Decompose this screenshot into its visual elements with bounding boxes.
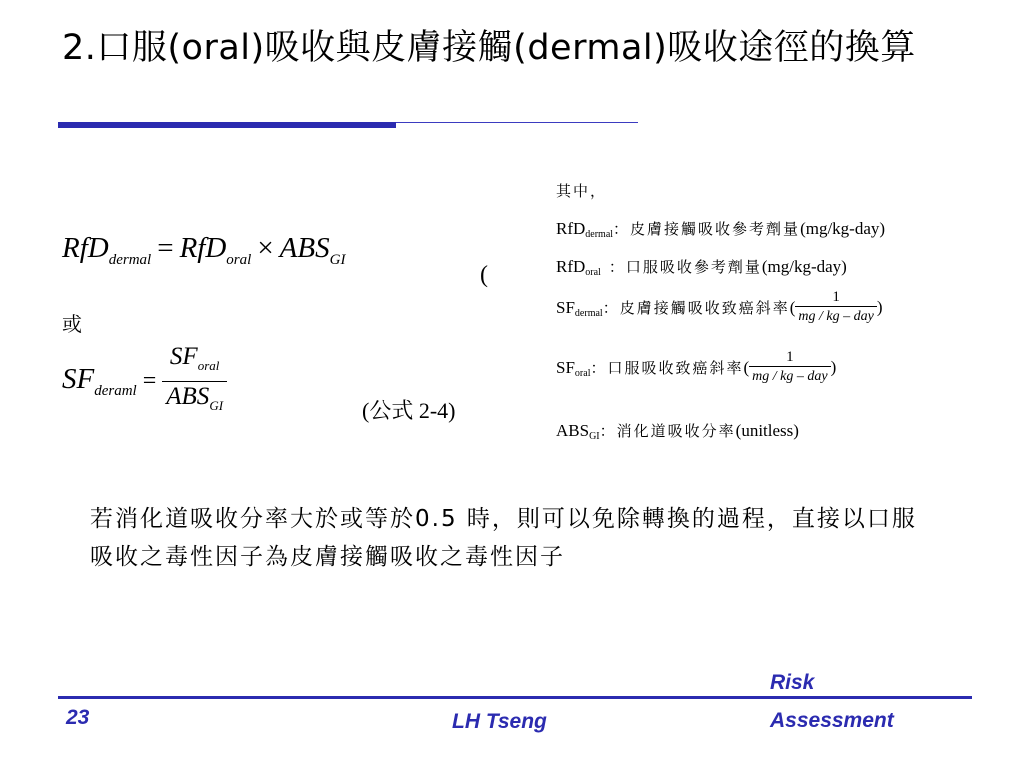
definition-unit: (mg/kg-day) <box>761 257 847 276</box>
definition-row-rfd-dermal <box>556 218 885 240</box>
definition-symbol: ABS <box>556 421 590 440</box>
formula1-trailing-paren: ( <box>480 262 488 288</box>
definition-symbol: RfD <box>556 257 586 276</box>
footer-course-line2: Assessment <box>770 709 894 732</box>
formula-sf-dermal <box>62 342 227 421</box>
definition-unit: (mg/kg-day) <box>800 219 886 238</box>
unit-denominator: mg / kg – day <box>798 309 874 324</box>
definition-row-rfd-oral <box>556 256 847 278</box>
definition-sub: GI <box>589 431 600 442</box>
definition-unit-paren-close: ) <box>830 357 837 377</box>
definition-unit-paren-open: ( <box>789 297 796 317</box>
formula2-lhs-sub: deraml <box>94 383 137 400</box>
definition-symbol: SF <box>556 357 575 377</box>
definition-unit-paren-close: ) <box>876 297 883 317</box>
definition-symbol: SF <box>556 297 575 317</box>
formula1-rhs2-sub: GI <box>329 252 346 268</box>
formula1-rhs2: ABS <box>279 232 330 264</box>
page-number: 23 <box>66 706 90 729</box>
formula2-fraction <box>162 342 227 421</box>
unit-numerator: 1 <box>749 348 830 367</box>
equation-number: (公式 2-4) <box>362 398 456 423</box>
unit-numerator: 1 <box>795 288 876 307</box>
definition-desc: ：口服吸收參考劑量 <box>608 258 762 276</box>
formula2-equals: = <box>142 368 157 395</box>
slide-title: 2.口服(oral)吸收與皮膚接觸(dermal)吸收途徑的換算 <box>62 28 916 68</box>
body-paragraph: 若消化道吸收分率大於或等於0.5 時，則可以免除轉換的過程，直接以口服吸收之毒性因子為皮膚接觸吸收之毒性因子 <box>90 506 917 570</box>
definition-sub: oral <box>585 267 601 278</box>
formula2-den: ABS <box>166 383 210 410</box>
definitions-heading: 其中， <box>556 182 608 200</box>
definition-unit: (unitless) <box>735 421 799 440</box>
formula1-rhs1: RfD <box>179 232 227 264</box>
formula1-lhs: RfD <box>62 232 109 264</box>
footer-author: LH Tseng <box>452 710 547 733</box>
formula2-num-sub: oral <box>197 358 220 373</box>
formula2-den-sub: GI <box>209 398 224 413</box>
definition-unit-paren-open: ( <box>743 357 750 377</box>
formula2-num: SF <box>169 343 198 370</box>
formula1-times: × <box>257 232 274 264</box>
definition-row-sf-dermal <box>556 288 882 327</box>
unit-denominator: mg / kg – day <box>752 369 828 384</box>
definition-sub: dermal <box>585 229 614 240</box>
formula1-rhs1-sub: oral <box>226 252 252 268</box>
definition-desc: ：皮膚接觸吸收參考劑量 <box>613 220 801 238</box>
title-underline-thick <box>58 122 396 128</box>
definition-sub: oral <box>574 367 591 379</box>
definition-desc: ：口服吸收致癌斜率 <box>590 358 744 377</box>
definition-row-abs-gi <box>556 420 799 442</box>
definition-desc: ：皮膚接觸吸收致癌斜率 <box>602 298 790 317</box>
title-underline-thin <box>396 122 638 123</box>
footer-course-line1: Risk <box>770 671 815 694</box>
formula2-lhs: SF <box>62 363 95 396</box>
definition-sub: dermal <box>574 307 603 319</box>
formula1-equals: = <box>157 232 174 264</box>
definition-desc: ：消化道吸收分率 <box>599 422 736 440</box>
definition-row-sf-oral <box>556 348 836 387</box>
formula1-lhs-sub: dermal <box>108 252 152 268</box>
or-label: 或 <box>62 312 82 336</box>
definition-unit-fraction <box>795 288 876 327</box>
definition-unit-fraction <box>749 348 830 387</box>
definition-symbol: RfD <box>556 219 586 238</box>
footer-course-title <box>770 664 950 740</box>
formula-rfd-dermal <box>62 232 345 269</box>
